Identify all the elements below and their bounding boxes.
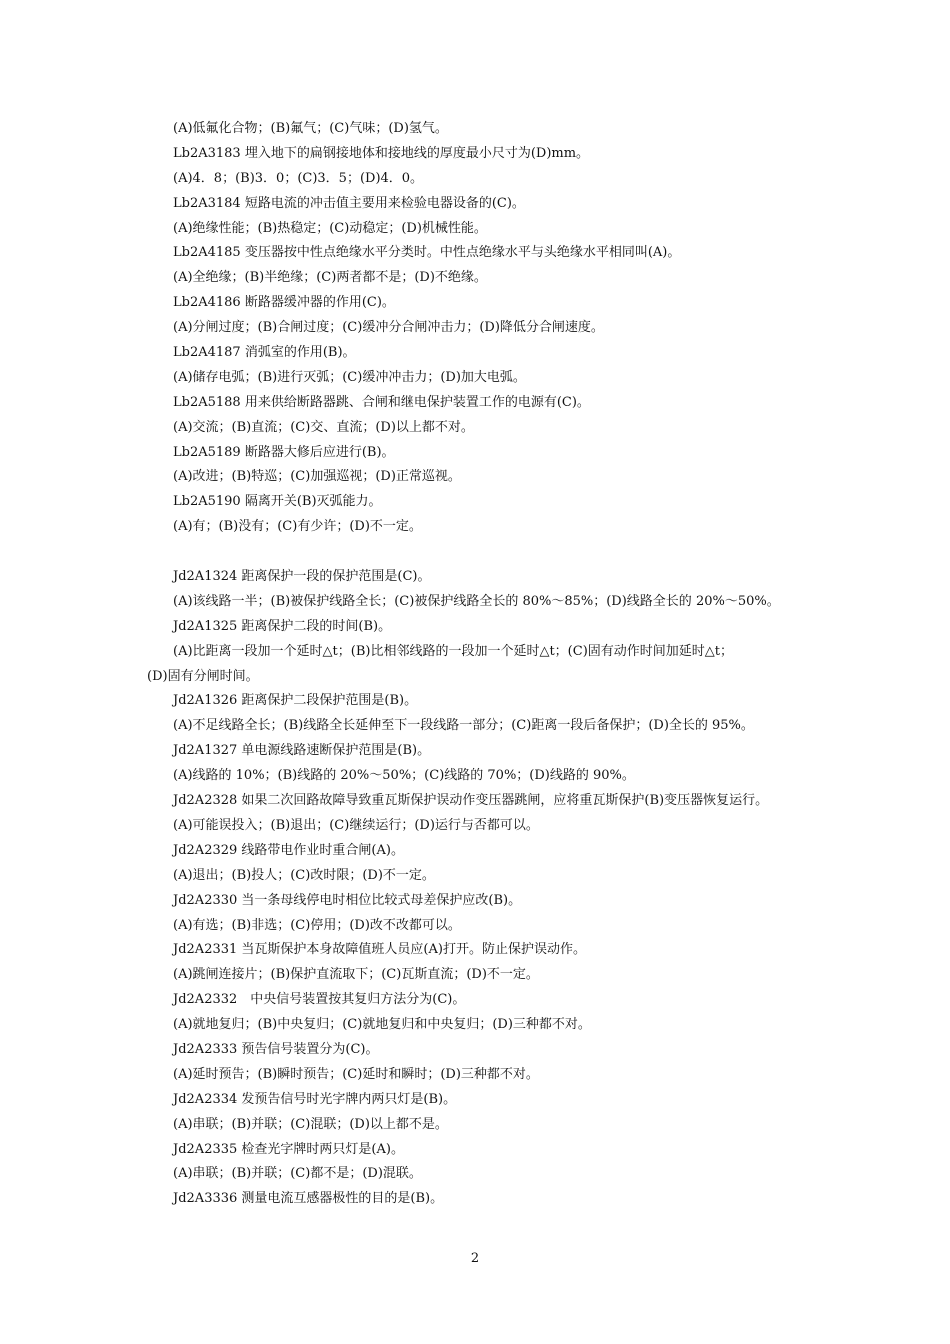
options-line: (A)跳闸连接片；(B)保护直流取下；(C)瓦斯直流；(D)不一定。 bbox=[173, 967, 539, 983]
question-line: Lb2A3184 短路电流的冲击值主要用来检验电器设备的(C)。 bbox=[173, 195, 525, 211]
options-line: (A)线路的 10%；(B)线路的 20%～50%；(C)线路的 70%；(D)线路的 90%。 bbox=[173, 768, 635, 784]
options-line: (A)有；(B)没有；(C)有少许；(D)不一定。 bbox=[173, 519, 422, 535]
options-line: (A)串联；(B)并联；(C)混联；(D)以上都不是。 bbox=[173, 1116, 448, 1132]
question-line: Jd2A2333 预告信号装置分为(C)。 bbox=[173, 1041, 379, 1057]
options-line-continued: (D)固有分闸时间。 bbox=[147, 668, 259, 684]
options-line: (A)退出；(B)投人；(C)改时限；(D)不一定。 bbox=[173, 867, 435, 883]
document-body bbox=[147, 117, 817, 1212]
question-line: Jd2A1325 距离保护二段的时间(B)。 bbox=[173, 618, 392, 634]
options-line: (A)全绝缘；(B)半绝缘；(C)两者都不是；(D)不绝缘。 bbox=[173, 270, 487, 286]
options-line: (A)有选；(B)非选；(C)停用；(D)改不改都可以。 bbox=[173, 917, 461, 933]
question-line: Lb2A5188 用来供给断路器跳、合闸和继电保护装置工作的电源有(C)。 bbox=[173, 394, 590, 410]
blank-line bbox=[147, 540, 817, 565]
options-line: (A)就地复归；(B)中央复归；(C)就地复归和中央复归；(D)三种都不对。 bbox=[173, 1017, 591, 1033]
question-line: Jd2A1324 距离保护一段的保护范围是(C)。 bbox=[173, 569, 431, 585]
options-line: (A)改进；(B)特巡；(C)加强巡视；(D)正常巡视。 bbox=[173, 469, 461, 485]
question-line: Jd2A2334 发预告信号时光字牌内两只灯是(B)。 bbox=[173, 1091, 457, 1107]
question-line: Lb2A5190 隔离开关(B)灭弧能力。 bbox=[173, 494, 382, 510]
question-line: Jd2A2330 当一条母线停电时相位比较式母差保护应改(B)。 bbox=[173, 892, 522, 908]
question-line: Lb2A4187 消弧室的作用(B)。 bbox=[173, 345, 356, 361]
question-line: Jd2A2329 线路带电作业时重合闸(A)。 bbox=[173, 842, 404, 858]
options-line: (A)交流；(B)直流；(C)交、直流；(D)以上都不对。 bbox=[173, 419, 474, 435]
question-line: Lb2A3183 埋入地下的扁钢接地体和接地线的厚度最小尺寸为(D)mm。 bbox=[173, 145, 590, 161]
page-number: 2 bbox=[470, 1251, 480, 1266]
question-line: Jd2A2331 当瓦斯保护本身故障值班人员应(A)打开。防止保护误动作。 bbox=[173, 942, 586, 958]
question-line: Lb2A4185 变压器按中性点绝缘水平分类时。中性点绝缘水平与头绝缘水平相同叫(A)。 bbox=[173, 245, 681, 261]
question-line: Jd2A2332 中央信号装置按其复归方法分为(C)。 bbox=[173, 992, 466, 1008]
question-line: Jd2A1327 单电源线路速断保护范围是(B)。 bbox=[173, 743, 431, 759]
options-line: (A)不足线路全长；(B)线路全长延伸至下一段线路一部分；(C)距离一段后备保护；(D)全长的 95%。 bbox=[173, 718, 754, 734]
options-line: (A)绝缘性能；(B)热稳定；(C)动稳定；(D)机械性能。 bbox=[173, 220, 487, 236]
question-line: Jd2A2335 检查光字牌时两只灯是(A)。 bbox=[173, 1141, 404, 1157]
question-line: Jd2A3336 测量电流互感器极性的目的是(B)。 bbox=[173, 1191, 444, 1207]
question-line: Jd2A1326 距离保护二段保护范围是(B)。 bbox=[173, 693, 418, 709]
options-line: (A)比距离一段加一个延时△t；(B)比相邻线路的一段加一个延时△t；(C)固有动作时间加延时△t； bbox=[173, 643, 733, 659]
options-line: (A)分闸过度；(B)合闸过度；(C)缓冲分合闸冲击力；(D)降低分合闸速度。 bbox=[173, 320, 604, 336]
text-line: (A)低氟化合物；(B)氟气；(C)气味；(D)氢气。 bbox=[173, 121, 448, 136]
question-line: Lb2A5189 断路器大修后应进行(B)。 bbox=[173, 444, 395, 460]
question-line: Lb2A4186 断路器缓冲器的作用(C)。 bbox=[173, 295, 395, 311]
options-line: (A)该线路一半；(B)被保护线路全长；(C)被保护线路全长的 80%～85%；(D)线路全长的 20%～50%。 bbox=[173, 593, 780, 609]
options-line: (A)4．8；(B)3．0；(C)3．5；(D)4．0。 bbox=[173, 170, 424, 186]
options-line: (A)串联；(B)并联；(C)都不是；(D)混联。 bbox=[173, 1166, 422, 1182]
question-line: Jd2A2328 如果二次回路故障导致重瓦斯保护误动作变压器跳闸，应将重瓦斯保护(B)变压器恢复运行。 bbox=[173, 793, 769, 809]
options-line: (A)可能误投入；(B)退出；(C)继续运行；(D)运行与否都可以。 bbox=[173, 817, 539, 833]
options-line: (A)延时预告；(B)瞬时预告；(C)延时和瞬时；(D)三种都不对。 bbox=[173, 1066, 539, 1082]
options-line: (A)储存电弧；(B)进行灭弧；(C)缓冲冲击力；(D)加大电弧。 bbox=[173, 369, 526, 385]
